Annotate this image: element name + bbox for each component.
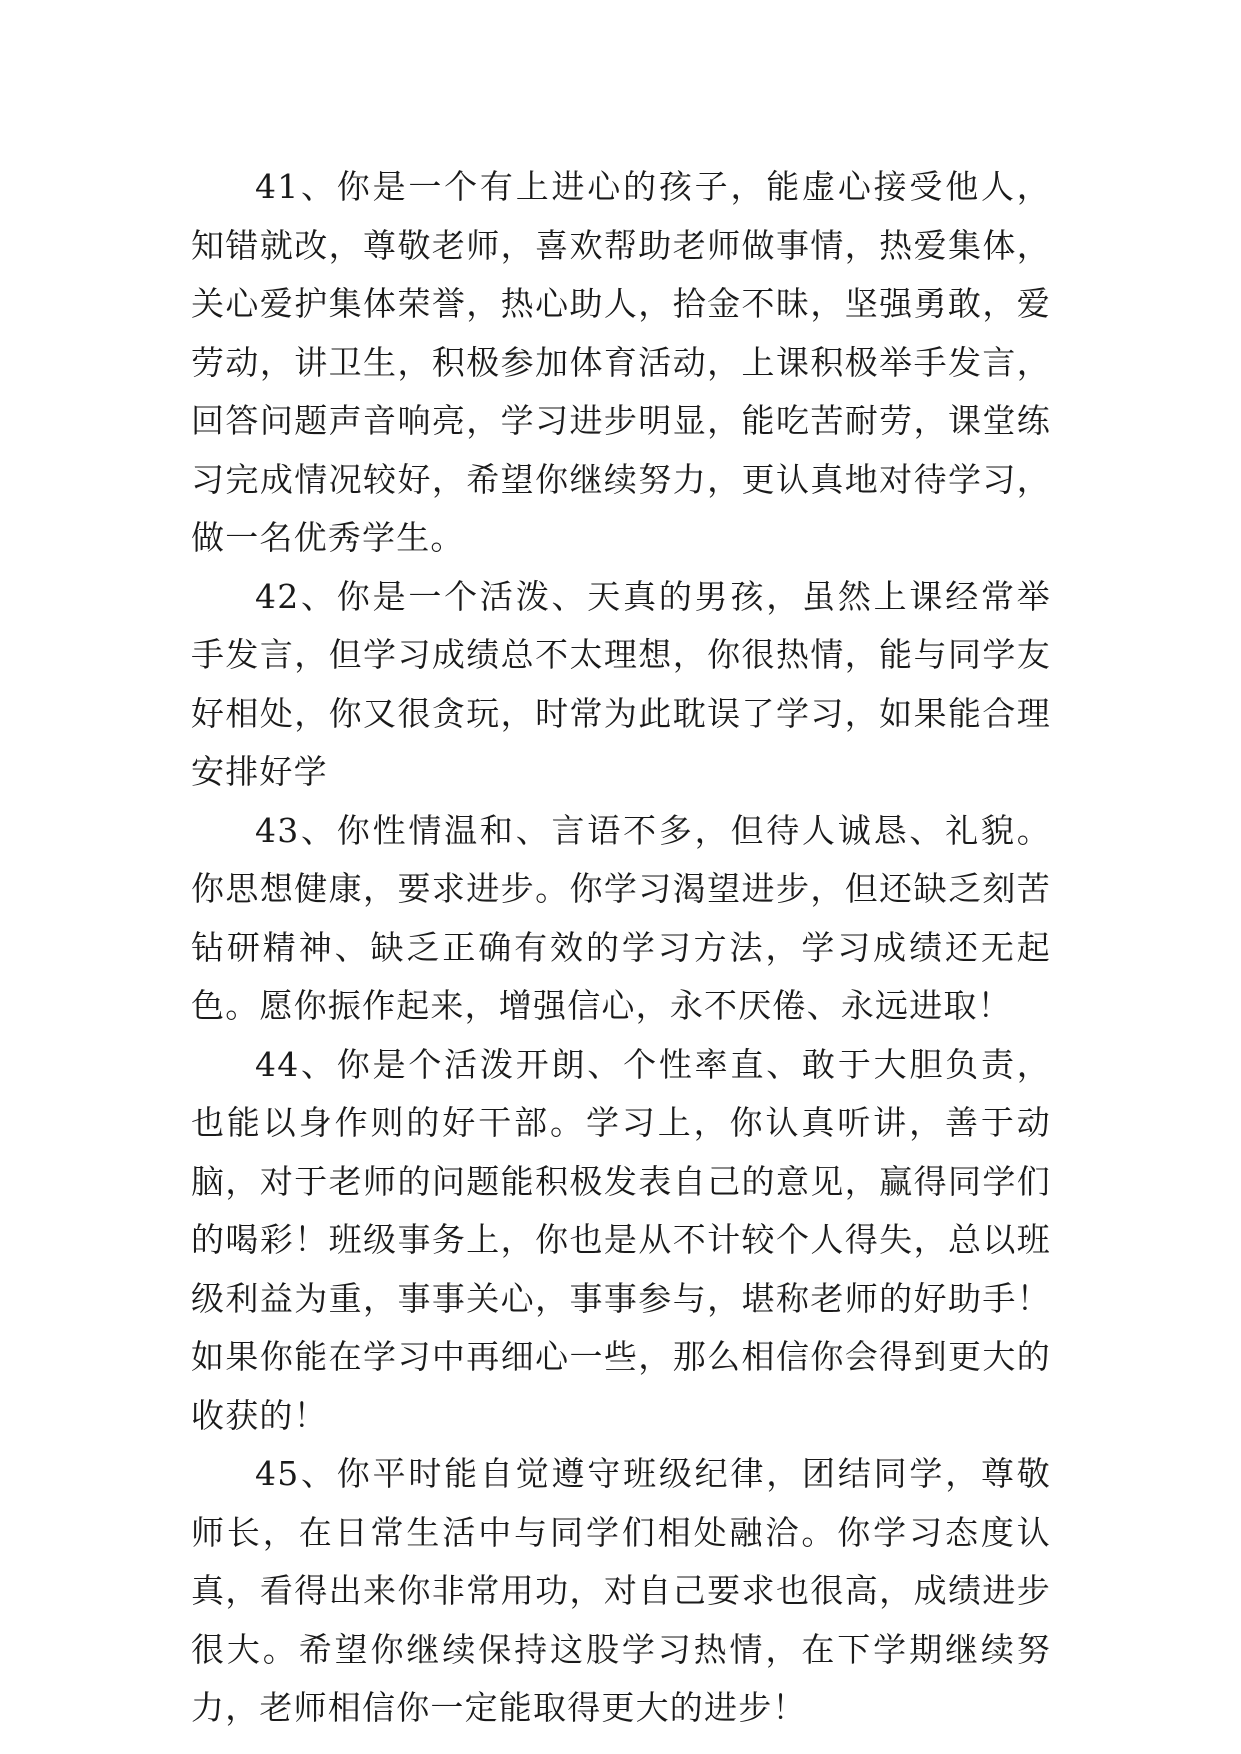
paragraph-43: 43、你性情温和、言语不多，但待人诚恳、礼貌。你思想健康，要求进步。你学习渴望进步，但还缺乏刻苦钻研精神、缺乏正确有效的学习方法，学习成绩还无起色。愿你振作起来，增强信心，永不厌倦、永远进取！ bbox=[191, 810, 1051, 1025]
paragraph-45: 45、你平时能自觉遵守班级纪律，团结同学，尊敬师长，在日常生活中与同学们相处融洽。你学习态度认真，看得出来你非常用功，对自己要求也很高，成绩进步很大。希望你继续保持这股学习热情，在下学期继续努力，老师相信你一定能取得更大的进步！ bbox=[191, 1454, 1051, 1727]
paragraph-44: 44、你是个活泼开朗、个性率直、敢于大胆负责，也能以身作则的好干部。学习上，你认真听讲，善于动脑，对于老师的问题能积极发表自己的意见，赢得同学们的喝彩！班级事务上，你也是从不计较个人得失，总以班级利益为重，事事关心，事事参与，堪称老师的好助手！如果你能在学习中再细心一些，那么相信你会得到更大的收获的！ bbox=[191, 1044, 1051, 1435]
paragraph-41: 41、你是一个有上进心的孩子，能虚心接受他人，知错就改，尊敬老师，喜欢帮助老师做事情，热爱集体，关心爱护集体荣誉，热心助人，拾金不昧，坚强勇敢，爱劳动，讲卫生，积极参加体育活动，上课积极举手发言，回答问题声音响亮，学习进步明显，能吃苦耐劳，课堂练习完成情况较好，希望你继续努力，更认真地对待学习，做一名优秀学生。 bbox=[191, 167, 1051, 557]
document-body bbox=[191, 158, 1051, 1738]
paragraph-42: 42、你是一个活泼、天真的男孩，虽然上课经常举手发言，但学习成绩总不太理想，你很热情，能与同学友好相处，你又很贪玩，时常为此耽误了学习，如果能合理安排好学 bbox=[191, 576, 1051, 791]
